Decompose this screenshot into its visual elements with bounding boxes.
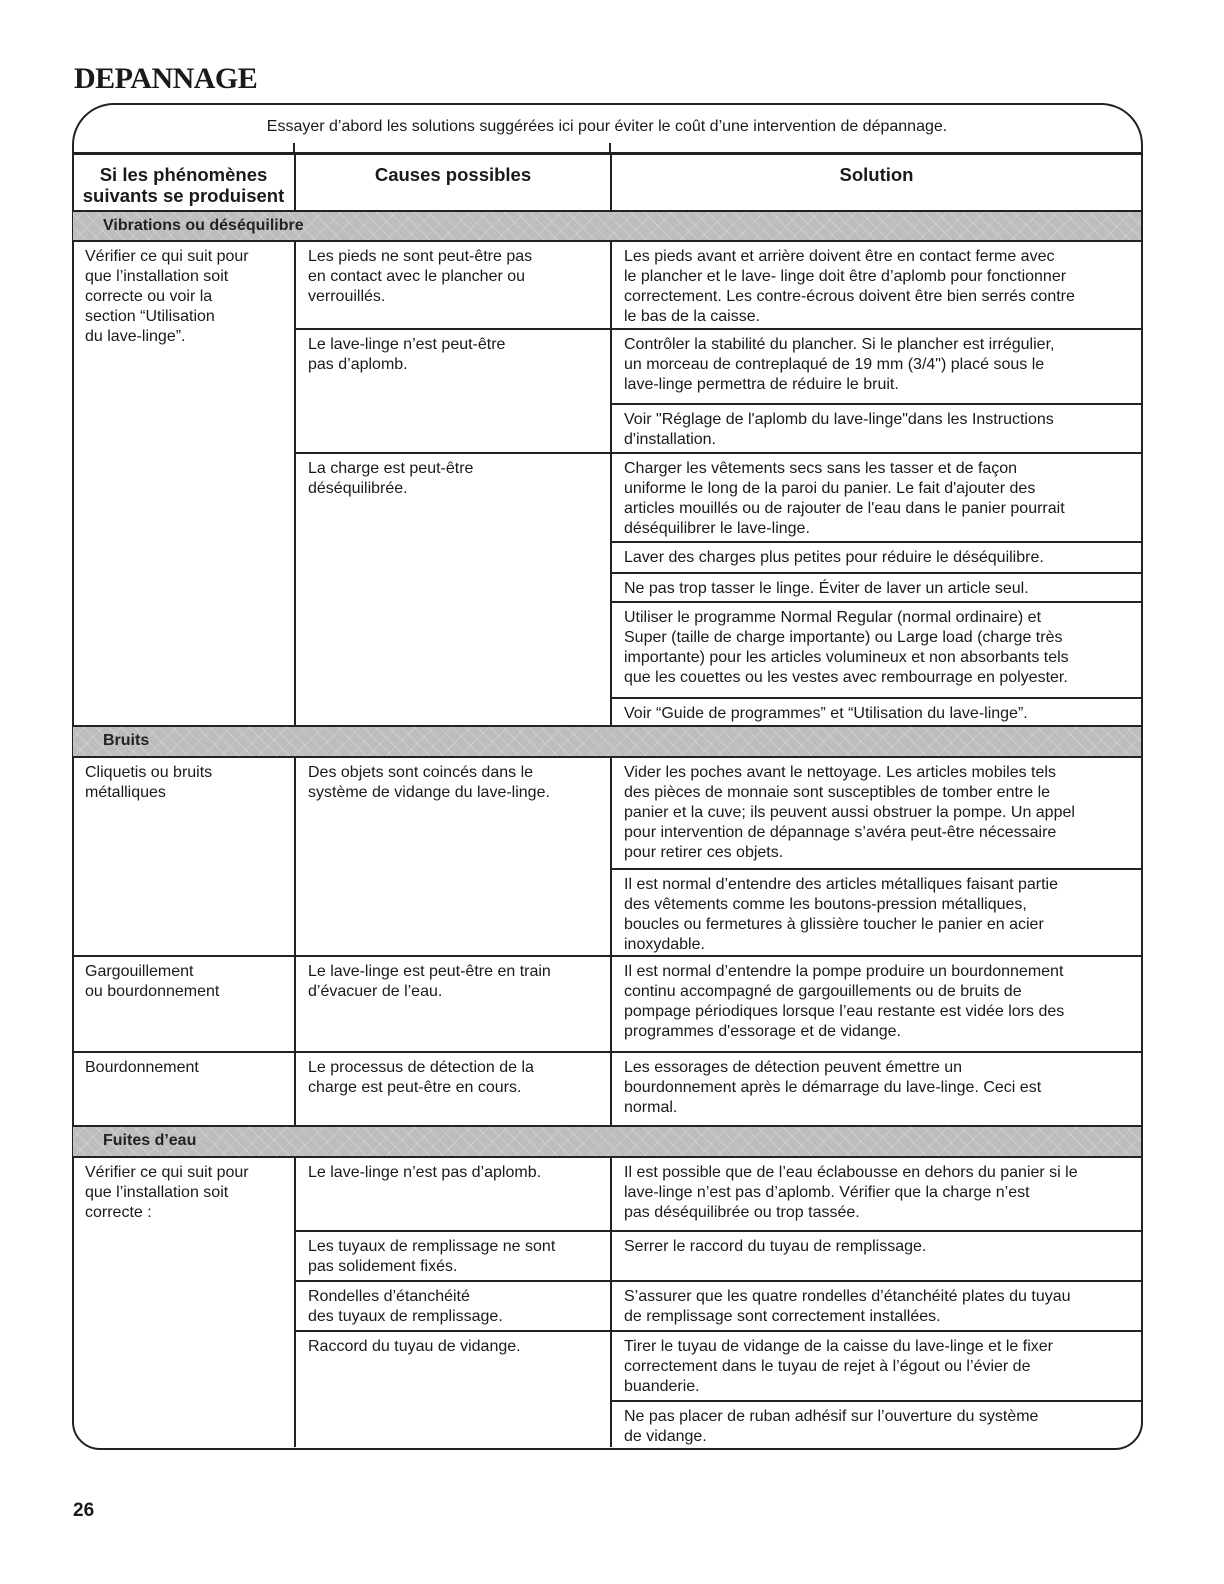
solution-cell: Il est normal d’entendre la pompe produire un bourdonnement continu accompagné de gargouillements ou de bruits de pompage périodiques lorsque l’eau restante est vidée lors des programmes d'essorage et de vidange. bbox=[610, 955, 1141, 1051]
cause-cell: Le lave-linge n’est pas d’aplomb. bbox=[294, 1158, 610, 1230]
solution-cell: Utiliser le programme Normal Regular (normal ordinaire) et Super (taille de charge importante) ou Large load (charge très importante) pour les articles volumineux et non absorbants tels que les couettes ou les vestes avec rembourrage en polyester. bbox=[610, 601, 1141, 697]
solution-cell: Voir “Guide de programmes” et “Utilisation du lave-linge”. bbox=[610, 697, 1141, 725]
solution-cell: Il est normal d’entendre des articles métalliques faisant partie des vêtements comme les boutons-pression métalliques, boucles ou fermetures à glissière toucher le panier en acier inoxydable. bbox=[610, 868, 1141, 955]
solution-cell: Vider les poches avant le nettoyage. Les articles mobiles tels des pièces de monnaie sont susceptibles de tomber entre le panier et la cuve; ils peuvent aussi obstruer la pompe. Un appel pour intervention de dépannage s’avéra peut-être nécessaire pour retirer ces objets. bbox=[610, 758, 1141, 868]
cause-cell: Des objets sont coincés dans le système de vidange du lave-linge. bbox=[294, 758, 610, 955]
cause-cell: Raccord du tuyau de vidange. bbox=[294, 1330, 610, 1447]
symptom-cell: Cliquetis ou bruits métalliques bbox=[85, 764, 213, 801]
solution-cell: Ne pas placer de ruban adhésif sur l’ouverture du système de vidange. bbox=[610, 1400, 1141, 1447]
symptom-cell: Vérifier ce qui suit pour que l’installation soit correcte : bbox=[85, 1164, 249, 1221]
header-solution: Solution bbox=[610, 152, 1141, 210]
symptom-cell: Vérifier ce qui suit pour que l’installation soit correcte ou voir la section “Utilisation du lave-linge”. bbox=[85, 248, 249, 345]
cause-cell: Le lave-linge est peut-être en train d’évacuer de l’eau. bbox=[294, 955, 610, 1051]
solution-cell: Voir "Réglage de l'aplomb du lave-linge"dans les Instructions d'installation. bbox=[610, 403, 1141, 452]
solution-cell: Les essorages de détection peuvent émettre un bourdonnement après le démarrage du lave-linge. Ceci est normal. bbox=[610, 1051, 1141, 1125]
header-causes: Causes possibles bbox=[294, 152, 610, 210]
header-symptoms: Si les phénomènes suivants se produisent bbox=[73, 152, 294, 210]
solution-cell: Serrer le raccord du tuyau de remplissage. bbox=[610, 1230, 1141, 1280]
intro-text: Essayer d’abord les solutions suggérées ici pour éviter le coût d’une intervention de dépannage. bbox=[266, 118, 948, 135]
solution-cell: Laver des charges plus petites pour réduire le déséquilibre. bbox=[610, 541, 1141, 572]
cause-cell: Le lave-linge n’est peut-être pas d’aplomb. bbox=[294, 328, 610, 452]
cause-cell: Les pieds ne sont peut-être pas en contact avec le plancher ou verrouillés. bbox=[294, 242, 610, 328]
symptom-cell: Gargouillement ou bourdonnement bbox=[73, 955, 294, 1051]
solution-cell: S’assurer que les quatre rondelles d’étanchéité plates du tuyau de remplissage sont correctement installées. bbox=[610, 1280, 1141, 1330]
cause-cell: Le processus de détection de la charge est peut-être en cours. bbox=[294, 1051, 610, 1125]
solution-cell: Tirer le tuyau de vidange de la caisse du lave-linge et le fixer correctement dans le tuyau de rejet à l’égout ou l’évier de buanderie. bbox=[610, 1330, 1141, 1400]
solution-cell: Ne pas trop tasser le linge. Éviter de laver un article seul. bbox=[610, 572, 1141, 601]
cause-cell: La charge est peut-être déséquilibrée. bbox=[294, 452, 610, 725]
symptom-cell: Bourdonnement bbox=[73, 1051, 294, 1125]
section-header: Bruits bbox=[73, 725, 1141, 758]
solution-cell: Les pieds avant et arrière doivent être en contact ferme avec le plancher et le lave- linge doit être d’aplomb pour fonctionner correctement. Les contre-écrous doivent être bien serrés contre le bas de la caisse. bbox=[610, 242, 1141, 328]
solution-cell: Il est possible que de l’eau éclabousse en dehors du panier si le lave-linge n’est pas d’aplomb. Vérifier que la charge n’est pas déséquilibrée ou trop tassée. bbox=[610, 1158, 1141, 1230]
section-header: Fuites d’eau bbox=[73, 1125, 1141, 1158]
cause-cell: Rondelles d’étanchéité des tuyaux de remplissage. bbox=[294, 1280, 610, 1330]
section-header: Vibrations ou déséquilibre bbox=[73, 210, 1141, 242]
cause-cell: Les tuyaux de remplissage ne sont pas solidement fixés. bbox=[294, 1230, 610, 1280]
solution-cell: Charger les vêtements secs sans les tasser et de façon uniforme le long de la paroi du panier. Le fait d'ajouter des articles mouillés ou de rajouter de l'eau dans le panier pourrait déséquilibrer le lave-linge. bbox=[610, 452, 1141, 541]
solution-cell: Contrôler la stabilité du plancher. Si le plancher est irrégulier, un morceau de contreplaqué de 19 mm (3/4") placé sous le lave-linge permettra de réduire le bruit. bbox=[610, 328, 1141, 403]
page-number: 26 bbox=[73, 1500, 95, 1521]
page-title: DEPANNAGE bbox=[74, 62, 258, 95]
